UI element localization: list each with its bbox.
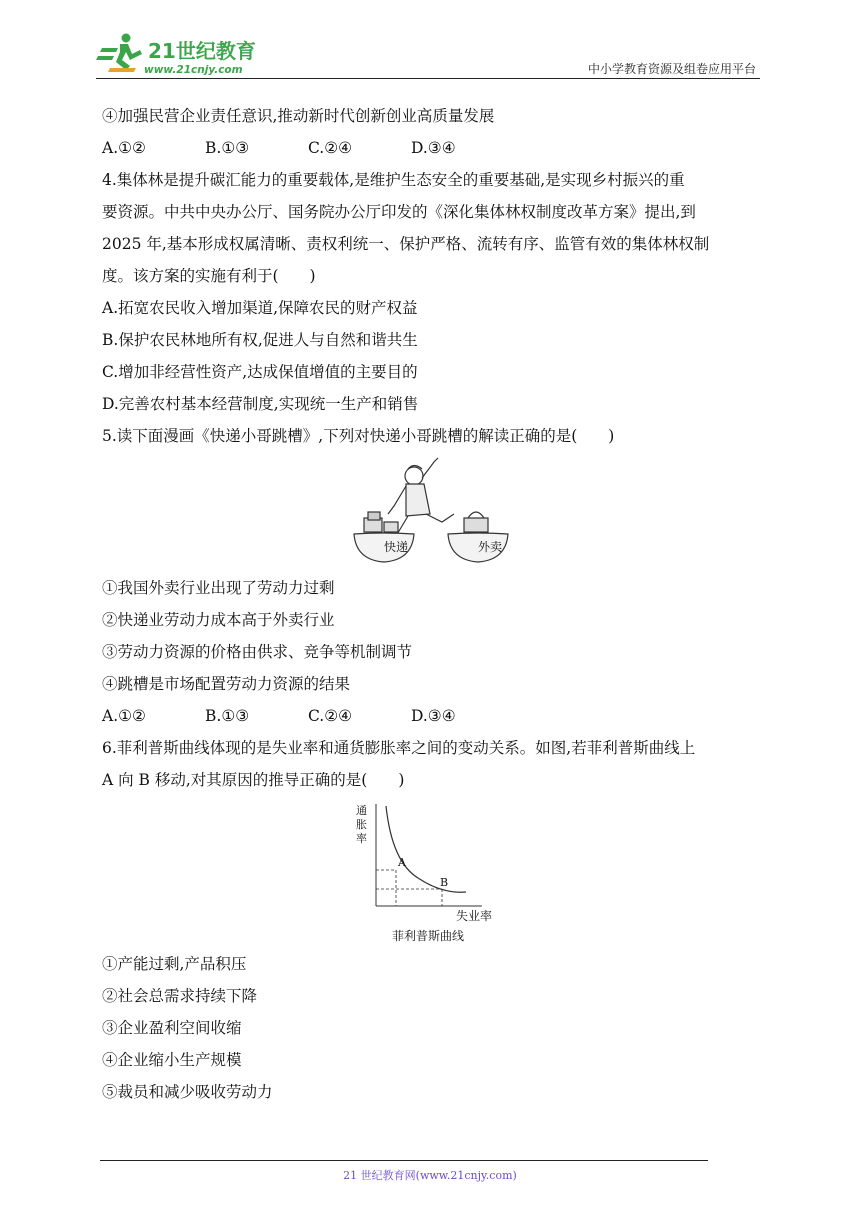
choice-d: D.③④ — [411, 139, 456, 157]
q4-stem-line: 4.集体林是提升碳汇能力的重要载体,是维护生态安全的重要基础,是实现乡村振兴的重 — [102, 171, 685, 189]
y-label-char: 通 — [356, 804, 367, 817]
q6-option-2: ②社会总需求持续下降 — [102, 987, 258, 1005]
choice-c: C.②④ — [308, 139, 353, 157]
x-axis-label: 失业率 — [456, 909, 493, 923]
choice-b: B.①③ — [205, 139, 250, 157]
q5-option-4: ④跳槽是市场配置劳动力资源的结果 — [102, 675, 351, 693]
q5-stem: 5.读下面漫画《快递小哥跳槽》,下列对快递小哥跳槽的解读正确的是( ) — [102, 427, 615, 445]
y-axis-label — [356, 804, 371, 845]
point-a-label: A — [398, 856, 406, 869]
choice-a: A.①② — [102, 707, 146, 725]
q4-option-c: C.增加非经营性资产,达成保值增值的主要目的 — [102, 363, 418, 381]
footer-text: 21 世纪教育网(www.21cnjy.com) — [343, 1169, 517, 1182]
logo-url: www.21cnjy.com — [144, 64, 243, 76]
q6-option-4: ④企业缩小生产规模 — [102, 1051, 242, 1069]
logo-title: 21世纪教育 — [148, 39, 256, 63]
q5-option-2: ②快递业劳动力成本高于外卖行业 — [102, 611, 335, 629]
q6-option-1: ①产能过剩,产品积压 — [102, 955, 247, 973]
q4-option-a: A.拓宽农民收入增加渠道,保障农民的财产权益 — [102, 299, 418, 317]
y-label-char: 率 — [356, 832, 367, 845]
q5-option-3: ③劳动力资源的价格由供求、竞争等机制调节 — [102, 643, 413, 661]
q6-option-3: ③企业盈利空间收缩 — [102, 1019, 242, 1037]
q5-option-1: ①我国外卖行业出现了劳动力过剩 — [102, 579, 335, 597]
q6-stem-line: 6.菲利普斯曲线体现的是失业率和通货膨胀率之间的变动关系。如图,若菲利普斯曲线上 — [102, 739, 696, 757]
q5-choices — [102, 700, 762, 732]
q4-option-b: B.保护农民林地所有权,促进人与自然和谐共生 — [102, 331, 418, 349]
q4-stem-line: 要资源。中共中央办公厅、国务院办公厅印发的《深化集体林权制度改革方案》提出,到 — [102, 203, 696, 221]
bowl-takeout — [448, 512, 508, 562]
bowl-label-takeout: 外卖 — [478, 540, 503, 554]
footer-divider — [100, 1160, 708, 1161]
courier-cartoon — [102, 456, 762, 568]
q4-stem-line: 2025 年,基本形成权属清晰、责权利统一、保护严格、流转有序、监管有效的集体林权制 — [102, 235, 710, 253]
q4-stem-line: 度。该方案的实施有利于( ) — [102, 267, 316, 285]
choice-d: D.③④ — [411, 707, 456, 725]
q6-option-5: ⑤裁员和减少吸收劳动力 — [102, 1083, 273, 1101]
y-label-char: 胀 — [356, 818, 367, 831]
q6-stem-line: A 向 B 移动,对其原因的推导正确的是( ) — [102, 771, 405, 789]
choice-b: B.①③ — [205, 707, 250, 725]
chart-title: 菲利普斯曲线 — [392, 929, 465, 943]
choice-a: A.①② — [102, 139, 146, 157]
page-content — [102, 100, 762, 1108]
phillips-curve — [386, 806, 466, 892]
page-header — [96, 30, 760, 80]
bowl-label-express: 快递 — [384, 540, 409, 554]
choice-c: C.②④ — [308, 707, 353, 725]
phillips-curve-chart — [102, 800, 762, 946]
q4-option-d: D.完善农村基本经营制度,实现统一生产和销售 — [102, 395, 419, 413]
logo — [96, 30, 266, 76]
header-divider — [96, 78, 760, 79]
bowl-express — [354, 512, 414, 562]
platform-name: 中小学教育资源及组卷应用平台 — [587, 62, 756, 76]
q3-choices — [102, 132, 762, 164]
q3-option-4: ④加强民营企业责任意识,推动新时代创新创业高质量发展 — [102, 107, 495, 125]
runner-icon — [96, 34, 142, 73]
point-b-label: B — [440, 876, 449, 889]
